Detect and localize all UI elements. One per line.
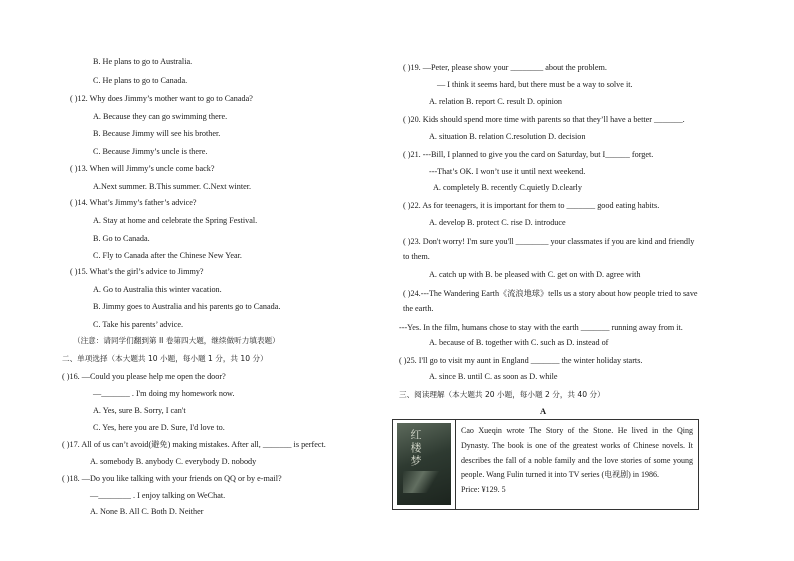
question-24-cont: the earth.: [403, 304, 434, 313]
book-description-block: [461, 424, 693, 498]
q15-option-a: A. Go to Australia this winter vacation.: [93, 285, 222, 294]
q19-reply: — I think it seems hard, but there must be a way to solve it.: [437, 80, 633, 89]
q21-options: A. completely B. recently C.quietly D.clearly: [433, 183, 582, 192]
question-23: ( )23. Don't worry! I'm sure you'll ________ your classmates if you are kind and friendly: [403, 237, 695, 246]
q12-option-c: C. Because Jimmy’s uncle is there.: [93, 147, 208, 156]
question-23-cont: to them.: [403, 252, 430, 261]
question-21: ( )21. ---Bill, I planned to give you the card on Saturday, but I______ forget.: [403, 150, 654, 159]
q18-reply: —________ . I enjoy talking on WeChat.: [90, 491, 226, 500]
question-22: ( )22. As for teenagers, it is important for them to _______ good eating habits.: [403, 201, 660, 210]
book-description: Cao Xueqin wrote The Story of the Stone. He lived in the Qing Dynasty. The book is one of the greatest works of Chinese novels. It describes the fall of a noble family and the love stories of some young people. Wang Fulin turned it into TV series (电视剧) in 1986.: [461, 426, 693, 480]
q15-option-b: B. Jimmy goes to Australia and his parents go to Canada.: [93, 302, 281, 311]
question-12: ( )12. Why does Jimmy’s mother want to go to Canada?: [70, 94, 253, 103]
question-25: ( )25. I'll go to visit my aunt in England _______ the winter holiday starts.: [399, 356, 643, 365]
q14-option-c: C. Fly to Canada after the Chinese New Year.: [93, 251, 242, 260]
book-price: Price: ¥129. 5: [461, 485, 506, 495]
q14-option-a: A. Stay at home and celebrate the Spring Festival.: [93, 216, 258, 225]
q18-options: A. None B. All C. Both D. Neither: [90, 507, 204, 516]
q16-options-ab: A. Yes, sure B. Sorry, I can't: [93, 406, 186, 415]
q12-option-b: B. Because Jimmy will see his brother.: [93, 129, 221, 138]
q13-options: A.Next summer. B.This summer. C.Next winter.: [93, 182, 252, 191]
q22-options: A. develop B. protect C. rise D. introduce: [429, 218, 566, 227]
section-3-heading: 三、阅读理解（本大题共 20 小题，每小题 2 分，共 40 分）: [399, 390, 605, 399]
book-info-box: [392, 419, 699, 510]
q19-options: A. relation B. report C. result D. opinion: [429, 97, 563, 106]
q16-options-cd: C. Yes, here you are D. Sure, I'd love to.: [93, 423, 225, 432]
q11-option-c: C. He plans to go to Canada.: [93, 76, 188, 85]
box-divider: [455, 420, 456, 509]
q14-option-b: B. Go to Canada.: [93, 234, 150, 243]
q24-options: A. because of B. together with C. such as D. instead of: [429, 338, 609, 347]
book-cover-title: 红楼梦: [409, 429, 422, 468]
question-16: ( )16. —Could you please help me open the door?: [62, 372, 226, 381]
q16-reply: —_______ . I'm doing my homework now.: [93, 389, 235, 398]
question-24: ( )24.---The Wandering Earth《流浪地球》tells us a story about how people tried to save: [403, 289, 698, 298]
question-20: ( )20. Kids should spend more time with parents so that they’ll have a better _______.: [403, 115, 685, 124]
section-2-heading: 二、单项选择（本大题共 10 小题，每小题 1 分，共 10 分）: [62, 354, 268, 363]
q25-options: A. since B. until C. as soon as D. while: [429, 372, 558, 381]
q21-reply: ---That’s OK. I won’t use it until next weekend.: [429, 167, 586, 176]
q11-option-b: B. He plans to go to Australia.: [93, 57, 193, 66]
question-19: ( )19. —Peter, please show your ________ about the problem.: [403, 63, 607, 72]
cover-decoration: [403, 471, 443, 493]
q20-options: A. situation B. relation C.resolution D. decision: [429, 132, 586, 141]
listening-notice: （注意：请同学们翻到第 II 卷第四大题，继续做听力填表题）: [73, 336, 280, 345]
question-17: ( )17. All of us can’t avoid(避免) making mistakes. After all, _______ is perfect.: [62, 440, 326, 449]
question-13: ( )13. When will Jimmy’s uncle come back?: [70, 164, 215, 173]
question-14: ( )14. What’s Jimmy’s father’s advice?: [70, 198, 197, 207]
q12-option-a: A. Because they can go swimming there.: [93, 112, 228, 121]
passage-a-label: A: [540, 406, 547, 416]
q23-options: A. catch up with B. be pleased with C. get on with D. agree with: [429, 270, 641, 279]
question-15: ( )15. What’s the girl’s advice to Jimmy?: [70, 267, 204, 276]
q15-option-c: C. Take his parents’ advice.: [93, 320, 184, 329]
book-cover-image: [397, 423, 451, 505]
q17-options: A. somebody B. anybody C. everybody D. nobody: [90, 457, 257, 466]
q24-reply: ---Yes. In the film, humans chose to stay with the earth _______ running away from it.: [399, 323, 683, 332]
question-18: ( )18. —Do you like talking with your friends on QQ or by e-mail?: [62, 474, 282, 483]
